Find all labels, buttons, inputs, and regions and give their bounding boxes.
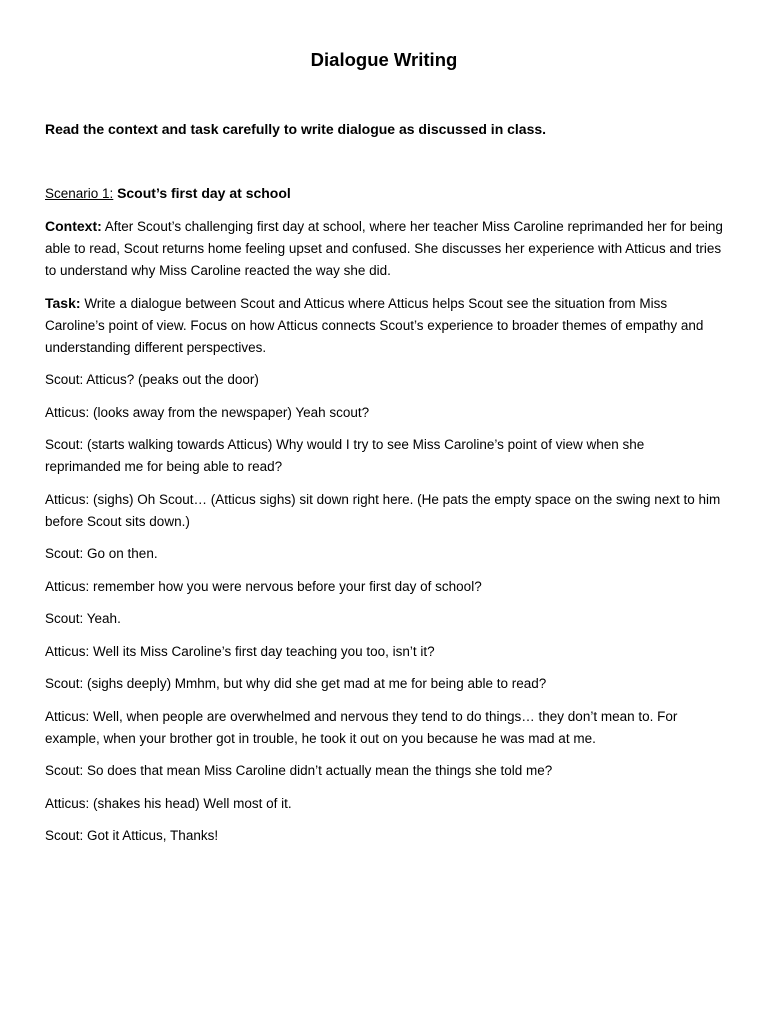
context-label: Context:	[45, 218, 102, 234]
task-label: Task:	[45, 295, 81, 311]
dialogue-line: Atticus: Well, when people are overwhelmed and nervous they tend to do things… they don’t mean to. For example, when your brother got in trouble, he took it out on you because he was mad at me.	[45, 708, 678, 746]
scenario-label: Scenario 1:	[45, 186, 114, 201]
dialogue-line: Scout: (starts walking towards Atticus) Why would I try to see Miss Caroline’s point of view when she reprimanded me for being able to read?	[45, 437, 645, 474]
document-title: Dialogue Writing	[310, 49, 458, 70]
dialogue-line: Scout: (sighs deeply) Mmhm, but why did she get mad at me for being able to read?	[45, 676, 547, 691]
document-body	[45, 182, 723, 858]
dialogue-line: Scout: Atticus? (peaks out the door)	[45, 372, 259, 387]
dialogue-line: Atticus: remember how you were nervous before your first day of school?	[45, 578, 482, 594]
dialogue-line: Atticus: (sighs) Oh Scout… (Atticus sighs) sit down right here. (He pats the empty space on the swing next to him before Scout sits down.)	[45, 491, 721, 529]
dialogue-line: Atticus: Well its Miss Caroline’s first day teaching you too, isn’t it?	[45, 643, 435, 659]
dialogue-line: Scout: So does that mean Miss Caroline didn’t actually mean the things she told me?	[45, 763, 553, 778]
dialogue-line: Atticus: (looks away from the newspaper) Yeah scout?	[45, 404, 370, 420]
dialogue-line: Scout: Go on then.	[45, 546, 158, 561]
context-text: After Scout’s challenging first day at school, where her teacher Miss Caroline reprimanded her for being able to read, Scout returns home feeling upset and confused. She discusses her experience with Atticus and tries to understand why Miss Caroline reacted the way she did.	[45, 219, 723, 278]
instruction-text: Read the context and task carefully to write dialogue as discussed in class.	[45, 121, 547, 137]
scenario-heading	[45, 182, 723, 205]
dialogue-line: Scout: Yeah.	[45, 611, 121, 626]
dialogue-line: Atticus: (shakes his head) Well most of it.	[45, 795, 292, 811]
scenario-title: Scout’s first day at school	[117, 185, 291, 201]
task-paragraph	[45, 292, 723, 359]
task-text: Write a dialogue between Scout and Atticus where Atticus helps Scout see the situation from Miss Caroline’s point of view. Focus on how Atticus connects Scout’s experience to broader themes of empathy and understanding different perspectives.	[45, 296, 704, 355]
context-paragraph	[45, 215, 723, 282]
dialogue-section	[45, 369, 723, 847]
dialogue-line: Scout: Got it Atticus, Thanks!	[45, 828, 219, 843]
